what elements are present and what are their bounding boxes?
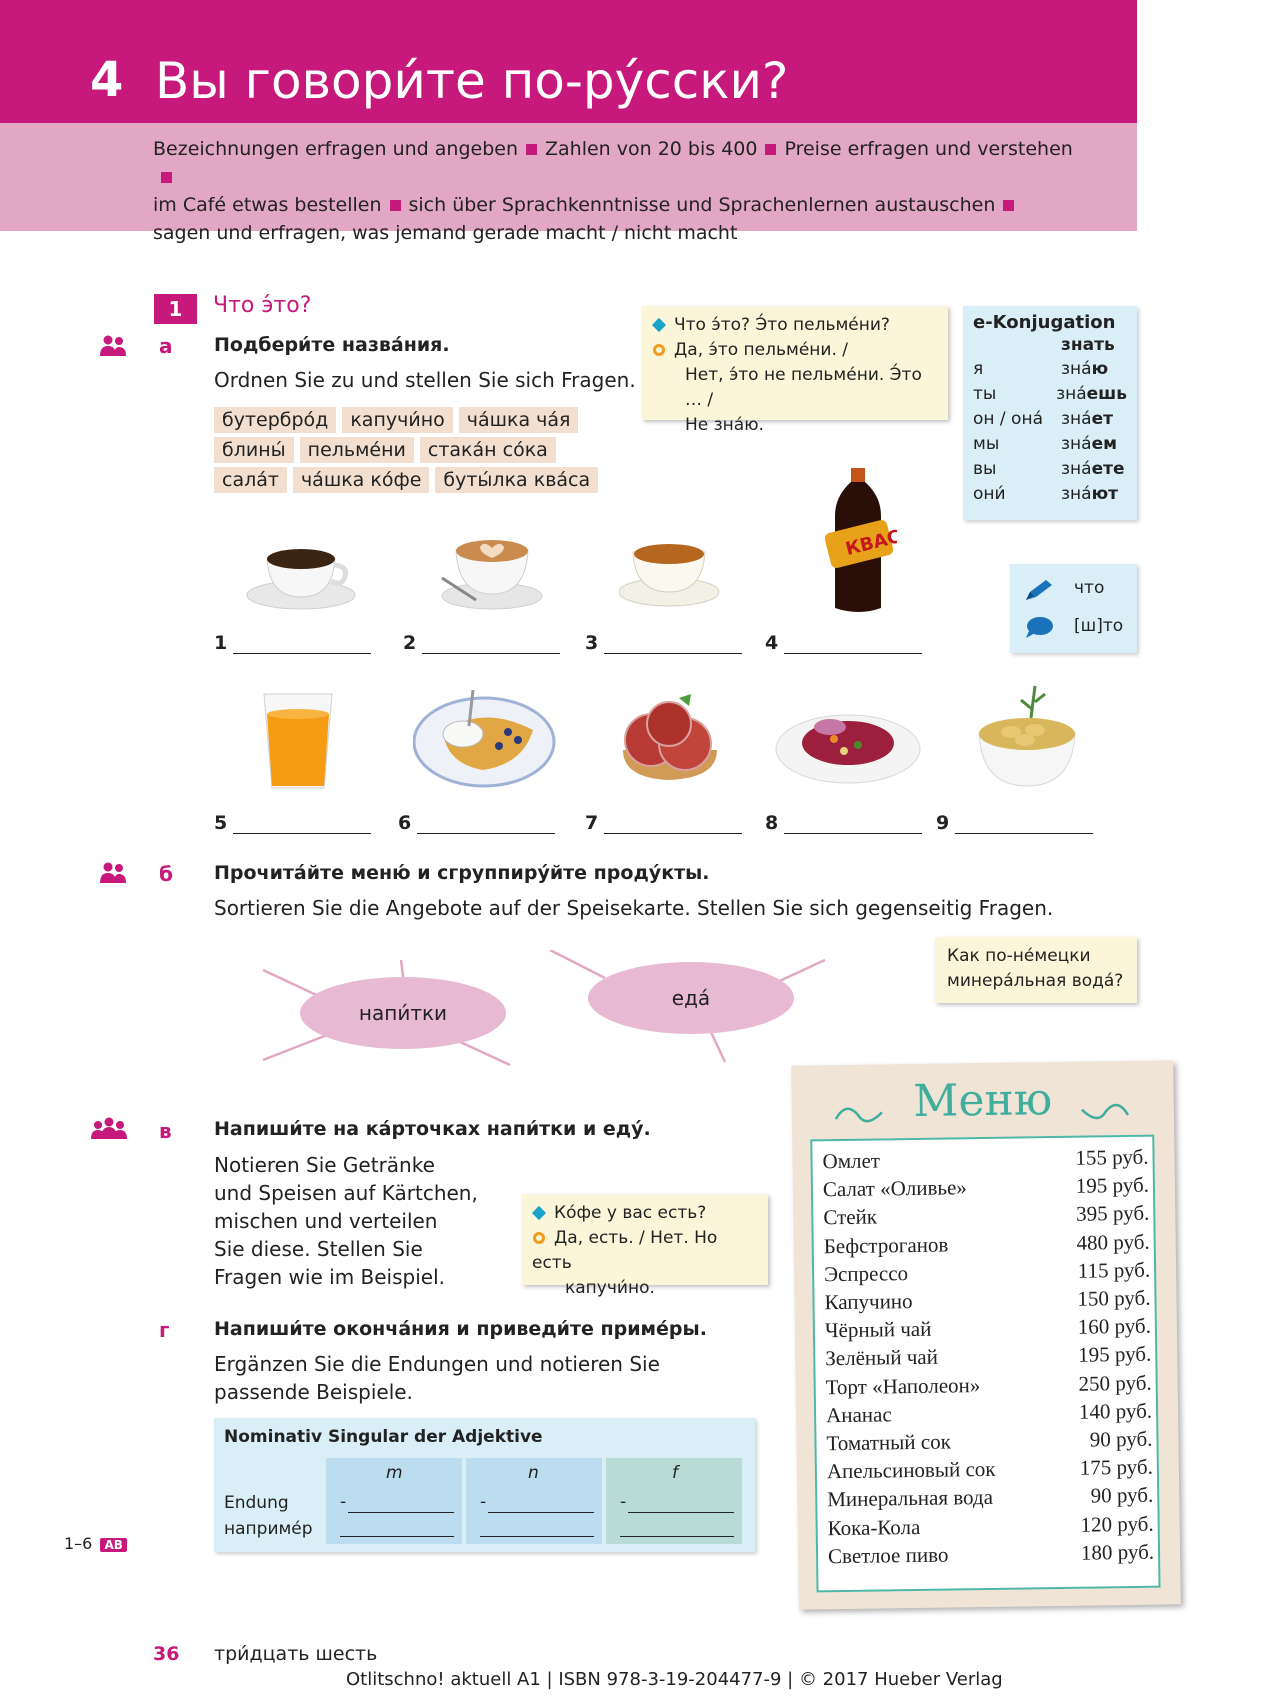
salami-sandwich-image <box>613 690 727 788</box>
pron-written: что <box>1074 578 1105 598</box>
text-line: Sie diese. Stellen Sie <box>214 1237 423 1261</box>
vinegret-salad-image <box>774 697 922 787</box>
conjugation-title: e-Konjugation <box>973 312 1116 333</box>
menu-item-name: Ананас <box>825 1402 892 1428</box>
verb-stem: зна́ <box>1061 409 1092 429</box>
dialog-question: Ко́фе у вас есть? <box>554 1203 707 1223</box>
word-chip: стака́н со́ка <box>420 437 556 463</box>
task-a-instruction-ru: Подбери́те назва́ния. <box>214 334 450 356</box>
menu-item-name: Эспрессо <box>823 1260 909 1287</box>
pelmeni-bowl-image <box>975 682 1079 790</box>
conjugation-verb: знать <box>1061 335 1115 355</box>
item-number: 8 <box>765 812 779 834</box>
menu-list <box>810 1135 1160 1593</box>
conjugation-row <box>973 382 1127 407</box>
ending-field[interactable] <box>628 1512 734 1513</box>
row-label: наприме́р <box>224 1519 313 1539</box>
blini-plate-image <box>413 684 556 790</box>
dialog-answer: Не зна́ю. <box>685 415 764 435</box>
menu-item-price: 480 руб. <box>1076 1229 1150 1255</box>
example-field[interactable] <box>340 1536 454 1537</box>
orange-juice-image <box>258 690 338 792</box>
answer-line[interactable] <box>398 812 555 834</box>
dialog-answer: Да, э́то пельме́ни. / <box>674 340 848 360</box>
isbn-line: Otlitschno! aktuell A1 | ISBN 978-3-19-204477-9 | © 2017 Hueber Verlag <box>346 1669 1003 1690</box>
menu-item-price: 150 руб. <box>1077 1285 1151 1311</box>
chapter-title: Вы говори́те по-ру́сски? <box>155 52 789 110</box>
item-number: 4 <box>765 632 779 654</box>
ending-field[interactable] <box>348 1512 454 1513</box>
item-number: 6 <box>398 812 412 834</box>
menu-item-price: 155 руб. <box>1075 1144 1149 1170</box>
pron-spoken: [ш]то <box>1074 616 1124 636</box>
goal-item: sich über Sprachkenntnisse und Sprachenlernen austauschen <box>408 194 996 216</box>
workbook-pages: 1–6 <box>64 1534 93 1553</box>
verb-stem: зна́ <box>1061 484 1092 504</box>
dialog-answer: капучи́но. <box>565 1278 655 1298</box>
text-line: und Speisen auf Kärtchen, <box>214 1181 478 1205</box>
menu-item-price: 395 руб. <box>1076 1201 1150 1227</box>
group-work-icon <box>90 1117 128 1141</box>
column-header: n <box>528 1463 539 1483</box>
task-b-instruction-ru: Прочита́йте меню́ и сгруппиру́йте проду́кты. <box>214 862 710 884</box>
menu-item-name: Зелёный чай <box>825 1345 939 1371</box>
menu-item-price: 195 руб. <box>1077 1342 1152 1368</box>
answer-line[interactable] <box>214 632 371 654</box>
ending-dash: - <box>480 1492 487 1512</box>
diamond-bullet-icon <box>652 317 666 331</box>
text-line: Notieren Sie Getränke <box>214 1153 435 1177</box>
section-badge: 1 <box>154 294 197 324</box>
item-number: 9 <box>936 812 950 834</box>
dialog-note <box>642 306 948 435</box>
row-label: Endung <box>224 1493 289 1513</box>
menu-item-name: Чёрный чай <box>824 1316 932 1343</box>
task-g-instruction-ru: Напиши́те оконча́ния и приведи́те приме́ры. <box>214 1318 707 1340</box>
menu-item-price: 180 руб. <box>1080 1539 1155 1565</box>
table-title: Nominativ Singular der Adjektive <box>224 1427 543 1447</box>
task-b-instruction-de: Sortieren Sie die Angebote auf der Speisekarte. Stellen Sie sich gegenseitig Fragen. <box>214 896 1054 920</box>
circle-bullet-icon <box>533 1232 545 1244</box>
menu-item-name: Торт «Наполеон» <box>825 1372 981 1399</box>
pair-work-icon <box>98 334 128 358</box>
mindmap-bubble-food: еда́ <box>588 962 794 1034</box>
speech-bubble-icon <box>1024 616 1054 640</box>
ending-field[interactable] <box>488 1512 594 1513</box>
item-number: 3 <box>585 632 599 654</box>
item-number: 1 <box>214 632 228 654</box>
text-line: mischen und verteilen <box>214 1209 438 1233</box>
conjugation-row <box>973 482 1127 507</box>
menu-item-price: 120 руб. <box>1080 1511 1154 1537</box>
svg-text:КВАС: КВАС <box>843 526 897 561</box>
task-letter-g: г <box>159 1318 170 1342</box>
answer-line[interactable] <box>765 632 922 654</box>
answer-line[interactable] <box>585 632 742 654</box>
pronunciation-box <box>1010 564 1137 653</box>
menu-item-price: 175 руб. <box>1079 1454 1154 1480</box>
verb-stem: зна́ <box>1061 359 1092 379</box>
menu-item-price: 140 руб. <box>1078 1398 1153 1424</box>
menu-title: Меню <box>913 1074 1053 1127</box>
pair-work-icon <box>98 861 128 885</box>
text-line: Fragen wie im Beispiel. <box>214 1265 446 1289</box>
word-chip: пельме́ни <box>300 437 414 463</box>
column-header: m <box>386 1463 403 1483</box>
answer-line[interactable] <box>403 632 560 654</box>
page-number-word: три́дцать шесть <box>214 1643 378 1665</box>
menu-item-name: Капучино <box>824 1289 913 1315</box>
menu-item-price: 250 руб. <box>1078 1370 1152 1396</box>
goal-item: Preise erfragen und verstehen <box>784 138 1073 160</box>
dialog-answer: Нет, э́то не пельме́ни. Э́то … / <box>685 365 922 410</box>
menu-item-price: 115 руб. <box>1077 1257 1151 1283</box>
word-chip: ча́шка ча́я <box>459 407 579 433</box>
verb-stem: зна́ <box>1061 459 1092 479</box>
verb-ending: ете <box>1091 459 1125 479</box>
menu-item-name: Апельсиновый сок <box>826 1457 996 1484</box>
task-a-instruction-de: Ordnen Sie zu und stellen Sie sich Fragen. <box>214 368 636 392</box>
verb-stem: зна́ <box>1061 434 1092 454</box>
square-bullet-icon <box>390 200 401 211</box>
answer-line[interactable] <box>585 812 742 834</box>
kvass-bottle-image <box>821 466 897 616</box>
cappuccino-image <box>436 520 546 614</box>
answer-line[interactable] <box>765 812 922 834</box>
example-field[interactable] <box>620 1536 734 1537</box>
pronoun: вы <box>973 459 997 479</box>
verb-ending: ешь <box>1086 384 1127 404</box>
goal-item: Bezeichnungen erfragen und angeben <box>153 138 518 160</box>
square-bullet-icon <box>765 144 776 155</box>
conjugation-row <box>973 357 1127 382</box>
menu-card <box>791 1060 1181 1609</box>
dialog-note <box>522 1194 768 1298</box>
menu-item-price: 160 руб. <box>1077 1313 1152 1339</box>
answer-line[interactable] <box>936 812 1093 834</box>
menu-item-name: Бефстроганов <box>823 1232 949 1258</box>
word-chip: ча́шка ко́фе <box>293 467 429 493</box>
word-chip: буты́лка ква́са <box>435 467 598 493</box>
text-line: Ergänzen Sie die Endungen und notieren Sie <box>214 1352 660 1376</box>
task-g-instruction-de <box>214 1350 660 1406</box>
verb-ending: ют <box>1091 484 1118 504</box>
pencil-icon <box>1024 578 1054 602</box>
pronoun: он / она́ <box>973 409 1043 429</box>
menu-item-name: Салат «Оливье» <box>822 1175 968 1202</box>
task-v-instruction-de <box>214 1151 478 1291</box>
answer-line[interactable] <box>214 812 371 834</box>
diamond-bullet-icon <box>532 1205 546 1219</box>
page-number: 36 <box>153 1643 180 1665</box>
adjective-table <box>214 1418 755 1552</box>
menu-item-name: Светлое пиво <box>827 1542 949 1569</box>
word-chip: капучи́но <box>342 407 452 433</box>
word-chips <box>214 407 614 497</box>
verb-ending: ем <box>1091 434 1118 454</box>
menu-item <box>818 1537 1158 1570</box>
word-chip: блины́ <box>214 437 294 463</box>
question-note: Как по-не́мецки минера́льная вода́? <box>935 937 1137 1003</box>
mindmap-bubble-drinks: напи́тки <box>300 977 506 1049</box>
workbook-reference <box>64 1534 127 1553</box>
conjugation-row <box>973 457 1127 482</box>
item-number: 5 <box>214 812 228 834</box>
pronoun: ты <box>973 384 997 404</box>
conjugation-box <box>963 306 1137 520</box>
item-number: 7 <box>585 812 599 834</box>
verb-ending: ю <box>1091 359 1109 379</box>
ending-dash: - <box>340 1492 347 1512</box>
task-letter-b: б <box>159 862 173 886</box>
task-letter-a: а <box>159 334 173 358</box>
menu-item-name: Минеральная вода <box>827 1485 994 1512</box>
conjugation-row <box>973 407 1127 432</box>
menu-item-price: 90 руб. <box>1090 1483 1154 1508</box>
tea-cup-image <box>615 530 723 612</box>
column-header: f <box>672 1463 678 1483</box>
menu-item-name: Омлет <box>822 1148 881 1174</box>
word-chip: бутербро́д <box>214 407 336 433</box>
menu-item-name: Стейк <box>823 1204 878 1230</box>
text-line: passende Beispiele. <box>214 1380 413 1404</box>
pronoun: мы <box>973 434 1000 454</box>
circle-bullet-icon <box>653 344 665 356</box>
pronoun: я <box>973 359 984 379</box>
goal-item: im Café etwas bestellen <box>153 194 382 216</box>
square-bullet-icon <box>161 172 172 183</box>
square-bullet-icon <box>526 144 537 155</box>
chapter-goals <box>153 135 1093 247</box>
item-number: 2 <box>403 632 417 654</box>
dialog-answer: Да, есть. / Нет. Но есть <box>532 1228 718 1273</box>
task-v-instruction-ru: Напиши́те на ка́рточках напи́тки и еду́. <box>214 1118 651 1140</box>
conjugation-row <box>973 432 1127 457</box>
chapter-number: 4 <box>90 52 124 108</box>
pronoun: они́ <box>973 484 1006 504</box>
ending-dash: - <box>620 1492 627 1512</box>
example-field[interactable] <box>480 1536 594 1537</box>
menu-item-price: 195 руб. <box>1075 1172 1150 1198</box>
goal-item: Zahlen von 20 bis 400 <box>545 138 758 160</box>
verb-stem: зна́ <box>1056 384 1087 404</box>
workbook-badge: AB <box>100 1538 126 1552</box>
coffee-cup-image <box>243 523 361 613</box>
goal-item: sagen und erfragen, was jemand gerade macht / nicht macht <box>153 222 738 244</box>
menu-item-price: 90 руб. <box>1089 1426 1153 1452</box>
verb-ending: ет <box>1091 409 1113 429</box>
word-chip: сала́т <box>214 467 287 493</box>
dialog-question: Что э́то? Э́то пельме́ни? <box>674 315 890 335</box>
section-title: Что э́то? <box>213 293 312 318</box>
task-letter-v: в <box>159 1119 172 1143</box>
menu-item-name: Кока-Кола <box>827 1514 921 1540</box>
menu-item-name: Томатный сок <box>826 1429 951 1456</box>
square-bullet-icon <box>1003 200 1014 211</box>
